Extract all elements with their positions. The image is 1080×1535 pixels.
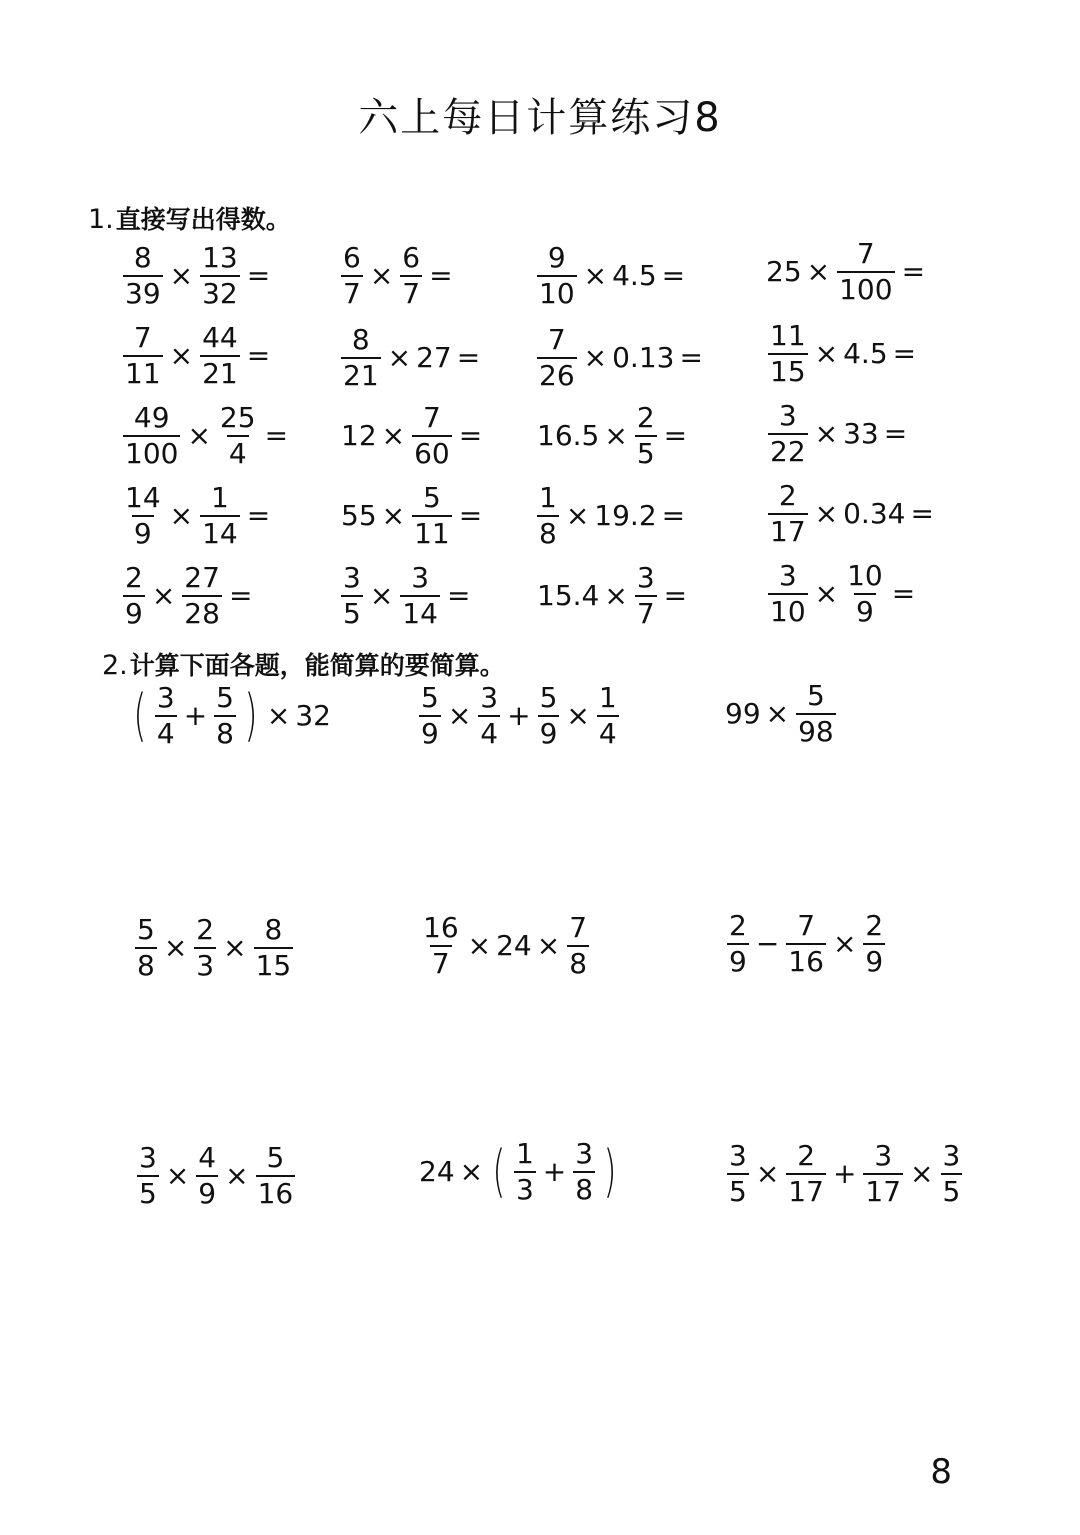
times-sign: × [169, 259, 194, 292]
section-2-number: 2. [102, 650, 128, 681]
calc-problem-3 [724, 679, 839, 748]
problem-6 [338, 323, 484, 392]
equals-sign: = [246, 499, 271, 532]
equals-sign: = [901, 255, 926, 288]
fraction: $\frac{3}{4}$ [480, 681, 499, 750]
page-number: 8 [930, 1452, 952, 1492]
fraction: $\frac{2}{9}$ [729, 909, 747, 978]
times-sign: × [565, 499, 590, 532]
fraction: $\frac{1}{4}$ [598, 681, 617, 750]
problem-11 [536, 401, 691, 470]
times-sign: × [604, 419, 628, 452]
fraction: $\frac{3}{4}$ [156, 681, 175, 750]
problem-17 [120, 561, 256, 630]
times-sign: × [832, 927, 857, 960]
equals-sign: = [458, 419, 483, 452]
left-paren: ( [492, 1139, 506, 1204]
fraction: $\frac{3}{10}$ [770, 559, 806, 628]
fraction: $\frac{11}{15}$ [770, 319, 806, 388]
section-1-text: 直接写出得数。 [115, 205, 291, 234]
times-sign: × [225, 1159, 249, 1192]
equals-sign: = [663, 419, 688, 452]
calc-problem-9 [724, 1139, 965, 1208]
times-sign: × [583, 341, 608, 374]
problem-20 [765, 559, 919, 628]
problem-2 [338, 241, 457, 310]
equals-sign: = [910, 497, 934, 530]
fraction: $\frac{27}{28}$ [184, 561, 220, 630]
problem-8 [765, 319, 920, 388]
right-paren: ) [603, 1139, 617, 1204]
number: 99 [725, 697, 761, 730]
number: 0.34 [843, 497, 906, 530]
fraction: $\frac{7}{16}$ [788, 909, 824, 978]
times-sign: × [814, 337, 839, 370]
fraction: $\frac{5}{11}$ [414, 481, 450, 550]
fraction: $\frac{2}{9}$ [865, 909, 884, 978]
equals-sign: = [264, 419, 289, 452]
problem-19 [536, 561, 691, 630]
problem-14 [340, 481, 486, 550]
times-sign: × [910, 1157, 934, 1190]
times-sign: × [583, 259, 608, 292]
times-sign: × [165, 1159, 190, 1192]
fraction: $\frac{49}{100}$ [125, 401, 179, 470]
times-sign: × [151, 579, 176, 612]
plus-sign: + [832, 1157, 857, 1190]
times-sign: × [169, 499, 194, 532]
equals-sign: = [892, 337, 917, 370]
fraction: $\frac{5}{9}$ [539, 681, 558, 750]
times-sign: × [369, 259, 394, 292]
problem-1 [120, 241, 274, 310]
right-paren: ) [244, 683, 258, 748]
equals-sign: = [891, 577, 916, 610]
number: 4.5 [843, 337, 888, 370]
times-sign: × [187, 419, 211, 452]
times-sign: × [814, 417, 839, 450]
times-sign: × [387, 341, 412, 374]
fraction: $\frac{2}{3}$ [196, 913, 215, 982]
fraction: $\frac{5}{8}$ [137, 913, 155, 982]
problem-9 [120, 401, 292, 470]
number: 24 [496, 929, 532, 962]
fraction: $\frac{3}{5}$ [942, 1139, 961, 1208]
fraction: $\frac{3}{14}$ [402, 561, 438, 630]
equals-sign: = [446, 579, 471, 612]
fraction: $\frac{10}{9}$ [847, 559, 883, 628]
fraction: $\frac{7}{60}$ [414, 401, 450, 470]
fraction: $\frac{14}{9}$ [125, 481, 161, 550]
problem-12 [765, 399, 911, 468]
times-sign: × [566, 699, 590, 732]
fraction: $\frac{7}{26}$ [539, 323, 575, 392]
fraction: $\frac{25}{4}$ [219, 401, 256, 470]
plus-sign: + [542, 1155, 567, 1188]
calc-problem-1 [128, 681, 332, 750]
number: 19.2 [594, 499, 657, 532]
fraction: $\frac{2}{9}$ [125, 561, 143, 630]
times-sign: × [765, 697, 790, 730]
fraction: $\frac{3}{17}$ [865, 1139, 902, 1208]
section-2-heading [102, 646, 505, 682]
times-sign: × [169, 339, 194, 372]
times-sign: × [459, 1155, 484, 1188]
section-1-heading [88, 200, 291, 236]
number: 4.5 [612, 259, 657, 292]
times-sign: × [369, 579, 394, 612]
calc-problem-4 [132, 913, 296, 982]
equals-sign: = [246, 259, 271, 292]
section-2-text: 计算下面各题，能简算的要简算。 [129, 651, 505, 680]
calc-problem-6 [724, 909, 888, 978]
page-title: 六上每日计算练习8 [358, 95, 722, 141]
times-sign: × [266, 699, 291, 732]
times-sign: × [604, 579, 628, 612]
problem-15 [534, 481, 689, 550]
times-sign: × [814, 497, 839, 530]
number: 16.5 [537, 419, 600, 452]
equals-sign: = [679, 341, 703, 374]
equals-sign: = [456, 341, 481, 374]
fraction: $\frac{5}{16}$ [257, 1141, 294, 1210]
problem-3 [534, 241, 689, 310]
problem-7 [534, 323, 707, 392]
fraction: $\frac{8}{15}$ [255, 913, 292, 982]
number: 0.13 [612, 341, 675, 374]
fraction: $\frac{3}{5}$ [729, 1139, 747, 1208]
fraction: $\frac{3}{22}$ [770, 399, 806, 468]
equals-sign: = [661, 499, 686, 532]
number: 33 [843, 417, 879, 450]
fraction: $\frac{1}{8}$ [539, 481, 557, 550]
fraction: $\frac{44}{21}$ [202, 321, 238, 390]
fraction: $\frac{8}{21}$ [343, 323, 379, 392]
fraction: $\frac{16}{7}$ [423, 911, 459, 980]
problem-4 [765, 237, 929, 306]
fraction: $\frac{4}{9}$ [198, 1141, 217, 1210]
left-paren: ( [133, 683, 147, 748]
equals-sign: = [663, 579, 688, 612]
plus-sign: + [507, 699, 531, 732]
number: 24 [419, 1155, 455, 1188]
fraction: $\frac{3}{5}$ [343, 561, 361, 630]
number: 25 [766, 255, 802, 288]
times-sign: × [447, 699, 472, 732]
number: 55 [341, 499, 377, 532]
times-sign: × [223, 931, 247, 964]
fraction: $\frac{2}{17}$ [788, 1139, 824, 1208]
fraction: $\frac{6}{7}$ [402, 241, 421, 310]
equals-sign: = [228, 579, 253, 612]
fraction: $\frac{2}{17}$ [770, 479, 806, 548]
plus-sign: + [183, 699, 208, 732]
number: 15.4 [537, 579, 600, 612]
section-1-number: 1. [88, 204, 114, 235]
problem-13 [120, 481, 274, 550]
times-sign: × [163, 931, 188, 964]
fraction: $\frac{9}{10}$ [539, 241, 575, 310]
times-sign: × [536, 929, 561, 962]
equals-sign: = [458, 499, 483, 532]
fraction: $\frac{8}{39}$ [125, 241, 161, 310]
times-sign: × [381, 499, 406, 532]
problem-5 [120, 321, 274, 390]
equals-sign: = [883, 417, 908, 450]
problem-16 [765, 479, 938, 548]
fraction: $\frac{3}{7}$ [636, 561, 655, 630]
number: 27 [416, 341, 452, 374]
problem-10 [340, 401, 486, 470]
fraction: $\frac{7}{100}$ [839, 237, 893, 306]
problem-18 [338, 561, 474, 630]
calc-problem-8 [418, 1137, 622, 1206]
fraction: $\frac{3}{5}$ [139, 1141, 157, 1210]
fraction: $\frac{2}{5}$ [636, 401, 655, 470]
fraction: $\frac{1}{14}$ [202, 481, 238, 550]
fraction: $\frac{7}{11}$ [125, 321, 161, 390]
fraction: $\frac{5}{9}$ [421, 681, 439, 750]
times-sign: × [806, 255, 831, 288]
calc-problem-5 [418, 911, 592, 980]
fraction: $\frac{7}{8}$ [569, 911, 588, 980]
fraction: $\frac{5}{8}$ [216, 681, 234, 750]
fraction: $\frac{5}{98}$ [798, 679, 834, 748]
fraction: $\frac{6}{7}$ [343, 241, 361, 310]
number: 32 [295, 699, 331, 732]
equals-sign: = [246, 339, 271, 372]
fraction: $\frac{1}{3}$ [515, 1137, 534, 1206]
times-sign: × [381, 419, 406, 452]
number: 12 [341, 419, 377, 452]
fraction: $\frac{13}{32}$ [202, 241, 238, 310]
minus-sign: − [755, 927, 780, 960]
times-sign: × [467, 929, 492, 962]
fraction: $\frac{3}{8}$ [575, 1137, 594, 1206]
equals-sign: = [661, 259, 686, 292]
times-sign: × [814, 577, 839, 610]
calc-problem-2 [416, 681, 622, 750]
times-sign: × [755, 1157, 780, 1190]
calc-problem-7 [134, 1141, 298, 1210]
equals-sign: = [429, 259, 453, 292]
